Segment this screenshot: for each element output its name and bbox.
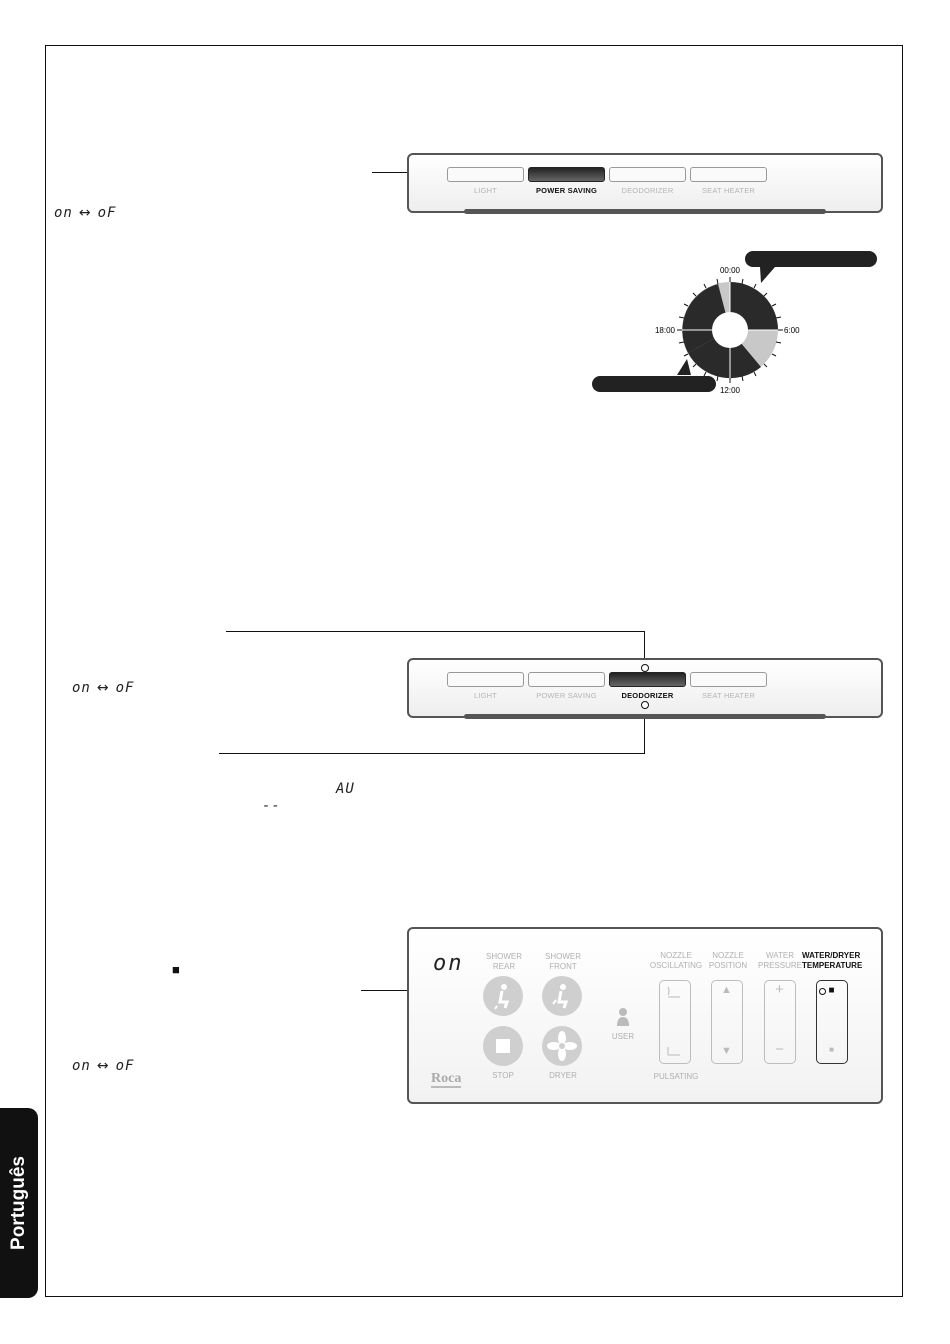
clock-center [712,312,748,348]
shower-front-icon [542,976,582,1016]
panel-base [464,209,826,214]
deodorizer-button[interactable] [609,672,686,687]
up-arrow-icon: ▲ [721,984,732,996]
control-panel-power-saving [407,153,883,213]
down-arrow-icon: ▼ [721,1045,732,1057]
seat-heater-button[interactable] [690,672,767,687]
bidirectional-arrow-icon: ↔ [96,1058,110,1074]
language-label: Português [8,1156,29,1250]
shower-rear-icon [483,976,523,1016]
shower-rear-label: SHOWER REAR [486,952,522,971]
deodorizer-button[interactable] [609,167,686,182]
clock-label-left: 18:00 [654,326,675,335]
power-saving-label: POWER SAVING [535,186,598,195]
nozzle-position-label: NOZZLE POSITION [708,951,748,970]
deodorizer-toggle-display [72,680,134,696]
deodorizer-label: DEODORIZER [621,186,674,195]
stop-icon [483,1026,523,1066]
on-code: on [72,1058,91,1074]
minus-icon: − [775,1041,784,1058]
dryer-button[interactable] [542,1026,582,1066]
user-label: USER [611,1032,635,1041]
water-dryer-temperature-label: WATER/DRYER TEMPERATURE [802,951,863,970]
temperature-toggle-display [72,1058,134,1074]
stop-label: STOP [492,1071,514,1080]
callout-bottom [592,376,716,392]
light-button[interactable] [447,167,524,182]
dash-code-display: -- [262,798,281,814]
shower-rear-button[interactable] [483,976,523,1016]
dryer-label: DRYER [549,1071,577,1080]
light-label: LIGHT [473,691,498,700]
seat-heater-button[interactable] [690,167,767,182]
light-button[interactable] [447,672,524,687]
shower-front-button[interactable] [542,976,582,1016]
on-code: on [72,680,91,696]
leader-line-deodorizer-bottom [219,753,645,754]
clock-label-bottom: 12:00 [719,386,741,395]
seat-heater-label: SEAT HEATER [701,691,756,700]
bidirectional-arrow-icon: ↔ [96,680,110,696]
off-code: oF [97,205,117,221]
callout-pointer-top [760,267,775,283]
stop-button[interactable] [483,1026,523,1066]
seat-heater-label: SEAT HEATER [701,186,756,195]
auto-code-display: AU [336,781,355,797]
leader-dot [641,664,649,672]
on-code: on [54,205,73,221]
clock-label-top: 00:00 [719,266,741,275]
water-pressure-button[interactable] [764,980,796,1064]
leader-line-deodorizer-top [226,631,645,632]
callout-top [745,251,877,267]
nozzle-oscillating-label: NOZZLE OSCILLATING [649,951,703,970]
leader-dot [641,701,649,709]
off-code: oF [115,1058,135,1074]
bidirectional-arrow-icon: ↔ [78,205,92,221]
power-saving-label: POWER SAVING [536,691,597,700]
nozzle-position-button[interactable] [711,980,743,1064]
deodorizer-label: DEODORIZER [621,691,674,700]
oscillating-icon [660,981,689,1062]
power-saving-button[interactable] [528,672,605,687]
callout-pointer-bottom [677,359,691,375]
clock-label-right: 6:00 [784,326,800,335]
remote-display: on [433,951,464,976]
panel-base [464,714,826,719]
shower-front-label: SHOWER FRONT [545,952,581,971]
off-code: oF [115,680,135,696]
fan-icon [542,1026,582,1066]
leader-dot [819,988,826,995]
pulsating-label: PULSATING [653,1072,699,1081]
water-pressure-label: WATER PRESSURE [757,951,802,970]
square-symbol: ■ [172,962,180,977]
nozzle-oscillating-button[interactable] [659,980,691,1064]
remote-control [407,927,883,1104]
power-saving-button[interactable] [528,167,605,182]
light-label: LIGHT [473,186,498,195]
plus-icon: + [775,981,784,998]
square-high-icon: ■ [828,985,835,996]
roca-logo: Roca [431,1071,462,1086]
user-icon [615,1007,631,1027]
power-saving-toggle-display [54,205,116,221]
square-low-icon: ■ [829,1045,834,1054]
